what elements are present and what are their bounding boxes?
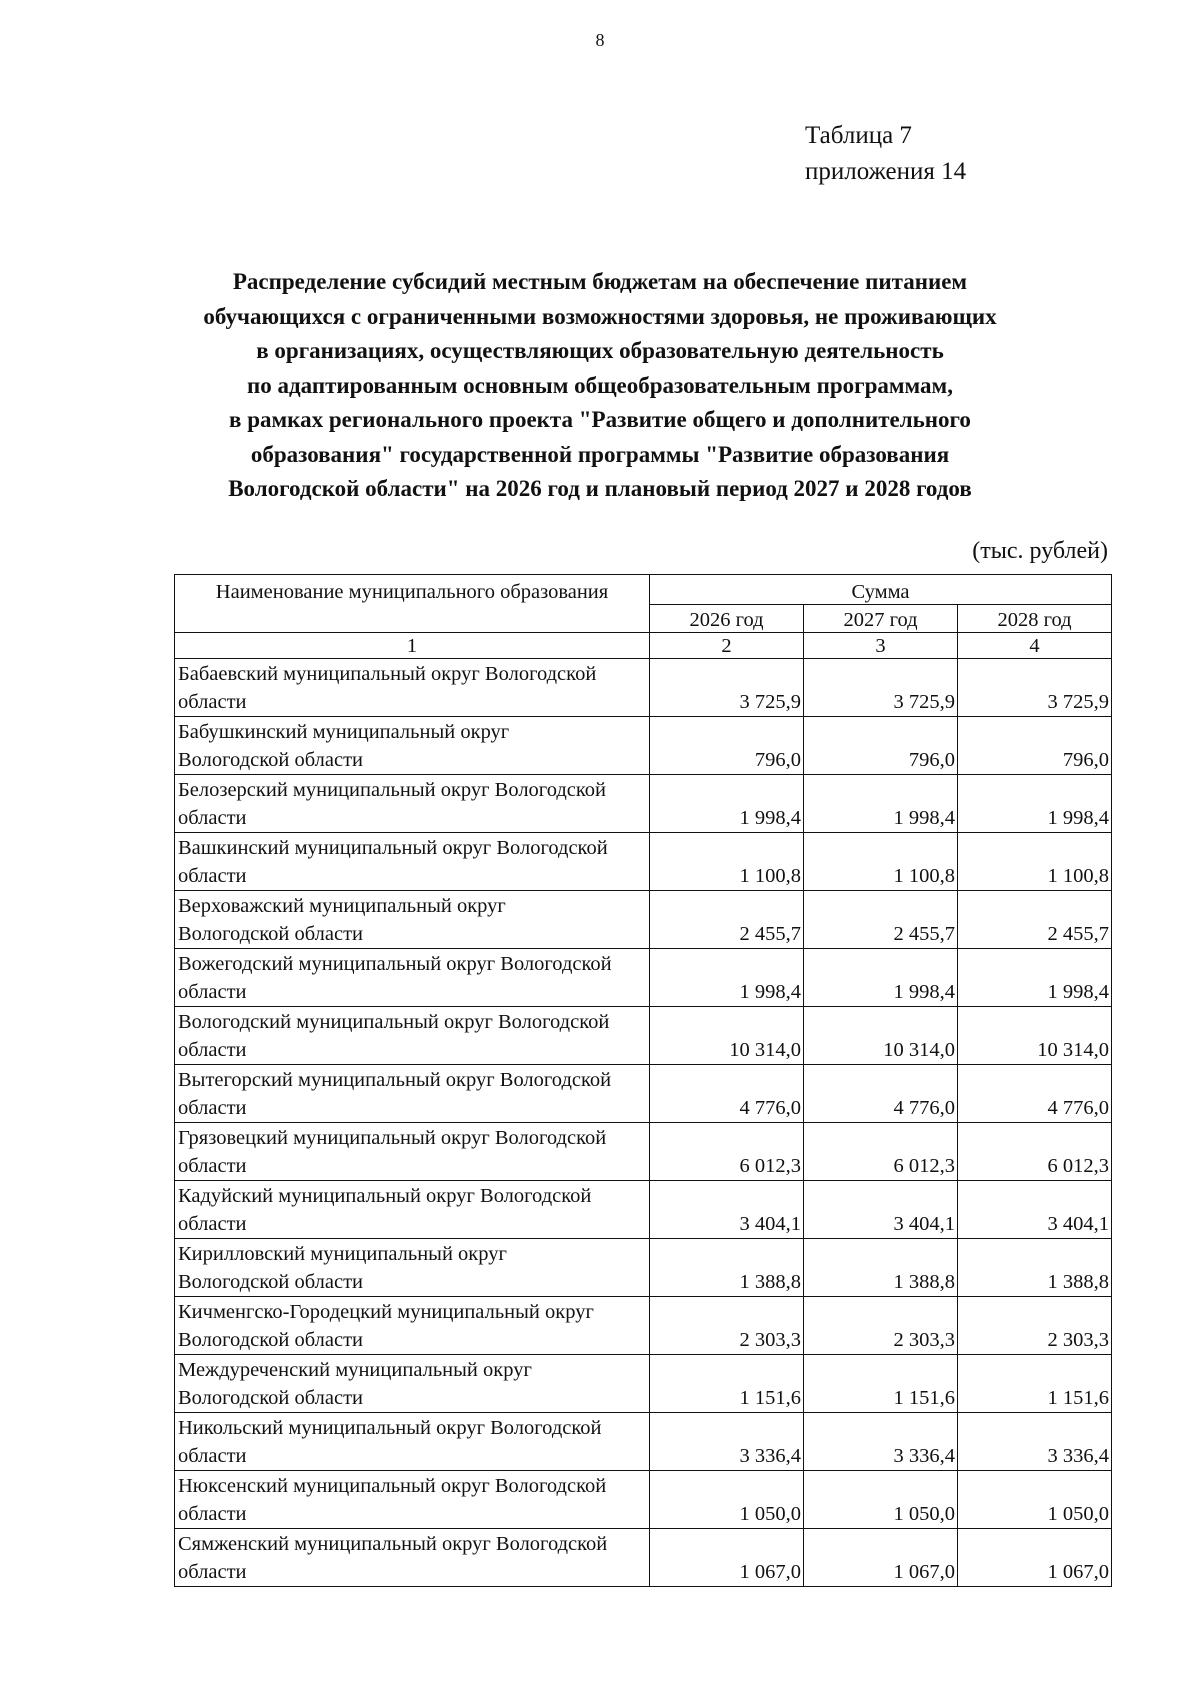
amount-2026: 3 336,4	[650, 1413, 804, 1471]
municipality-name-line2: области	[178, 865, 247, 887]
amount-2028: 796,0	[958, 717, 1112, 775]
municipality-name-line1: Вожегодский муниципальный округ Вологодской	[178, 953, 612, 975]
column-number: 2	[650, 633, 804, 659]
title-line: в организациях, осуществляющих образовательную деятельность	[256, 338, 944, 363]
amount-2027: 10 314,0	[804, 1007, 958, 1065]
table-row	[175, 1007, 1112, 1065]
municipality-name	[175, 891, 650, 949]
amount-2026: 1 998,4	[650, 949, 804, 1007]
table-row	[175, 1239, 1112, 1297]
municipality-name-line2: Вологодской области	[178, 923, 364, 945]
municipality-name	[175, 1529, 650, 1587]
municipality-name	[175, 1123, 650, 1181]
municipality-name-line2: Вологодской области	[178, 749, 364, 771]
table-row	[175, 949, 1112, 1007]
amount-2027: 2 303,3	[804, 1297, 958, 1355]
document-title	[150, 265, 1050, 507]
table-row	[175, 1471, 1112, 1529]
municipality-name-line2: области	[178, 981, 247, 1003]
municipality-name-line1: Грязовецкий муниципальный округ Вологодской	[178, 1127, 607, 1149]
table-row	[175, 1355, 1112, 1413]
amount-2028: 1 100,8	[958, 833, 1112, 891]
column-number: 1	[175, 633, 650, 659]
header-year-2027: 2027 год	[804, 605, 958, 633]
column-number: 3	[804, 633, 958, 659]
municipality-name-line1: Вашкинский муниципальный округ Вологодской	[178, 837, 608, 859]
amount-2028: 6 012,3	[958, 1123, 1112, 1181]
municipality-name-line2: области	[178, 1561, 247, 1583]
amount-2026: 1 998,4	[650, 775, 804, 833]
municipality-name	[175, 1065, 650, 1123]
municipality-name-line2: Вологодской области	[178, 1271, 364, 1293]
municipality-name-line1: Кадуйский муниципальный округ Вологодской	[178, 1185, 592, 1207]
title-line: Вологодской области" на 2026 год и плановый период 2027 и 2028 годов	[228, 476, 972, 501]
municipality-name-line2: области	[178, 1155, 247, 1177]
units-label: (тыс. рублей)	[972, 538, 1108, 564]
amount-2026: 2 303,3	[650, 1297, 804, 1355]
amount-2028: 1 067,0	[958, 1529, 1112, 1587]
amount-2026: 1 050,0	[650, 1471, 804, 1529]
amount-2027: 6 012,3	[804, 1123, 958, 1181]
municipality-name	[175, 659, 650, 717]
amount-2028: 3 725,9	[958, 659, 1112, 717]
municipality-name-line2: области	[178, 691, 247, 713]
amount-2026: 1 151,6	[650, 1355, 804, 1413]
amount-2026: 1 100,8	[650, 833, 804, 891]
amount-2027: 1 100,8	[804, 833, 958, 891]
table-row	[175, 659, 1112, 717]
table-row	[175, 1529, 1112, 1587]
title-line: обучающихся с ограниченными возможностями здоровья, не проживающих	[203, 303, 997, 329]
municipality-name-line1: Верховажский муниципальный округ	[178, 895, 506, 917]
amount-2026: 796,0	[650, 717, 804, 775]
municipality-name-line1: Бабаевский муниципальный округ Вологодской	[178, 663, 597, 685]
municipality-name	[175, 1007, 650, 1065]
amount-2027: 3 404,1	[804, 1181, 958, 1239]
municipality-name	[175, 1471, 650, 1529]
municipality-name-line1: Нюксенский муниципальный округ Вологодской	[178, 1475, 607, 1497]
amount-2027: 1 151,6	[804, 1355, 958, 1413]
municipality-name	[175, 1297, 650, 1355]
table-reference-line2: приложения 14	[805, 158, 967, 185]
municipality-name	[175, 1181, 650, 1239]
table-row	[175, 891, 1112, 949]
table-reference	[805, 118, 966, 190]
municipality-name-line2: области	[178, 1039, 247, 1061]
municipality-name-line2: области	[178, 1097, 247, 1119]
amount-2028: 1 151,6	[958, 1355, 1112, 1413]
table-row	[175, 1065, 1112, 1123]
municipality-name	[175, 833, 650, 891]
column-number: 4	[958, 633, 1112, 659]
amount-2028: 1 050,0	[958, 1471, 1112, 1529]
municipality-name-line2: области	[178, 1445, 247, 1467]
amount-2027: 4 776,0	[804, 1065, 958, 1123]
amount-2028: 1 388,8	[958, 1239, 1112, 1297]
municipality-name	[175, 1355, 650, 1413]
table-row	[175, 1123, 1112, 1181]
municipality-name-line1: Никольский муниципальный округ Вологодской	[178, 1417, 602, 1439]
amount-2028: 2 303,3	[958, 1297, 1112, 1355]
page-number: 8	[595, 30, 605, 50]
municipality-name-line1: Кичменгско-Городецкий муниципальный округ	[178, 1301, 594, 1323]
municipality-name-line1: Вологодский муниципальный округ Вологодской	[178, 1011, 610, 1033]
amount-2028: 4 776,0	[958, 1065, 1112, 1123]
amount-2027: 1 388,8	[804, 1239, 958, 1297]
amount-2027: 1 998,4	[804, 949, 958, 1007]
table-row	[175, 833, 1112, 891]
amount-2026: 2 455,7	[650, 891, 804, 949]
municipality-name-line2: Вологодской области	[178, 1329, 364, 1351]
table-row	[175, 1297, 1112, 1355]
municipality-name-line1: Белозерский муниципальный округ Вологодской	[178, 779, 607, 801]
amount-2028: 10 314,0	[958, 1007, 1112, 1065]
header-sum: Сумма	[650, 575, 1112, 605]
municipality-name	[175, 1239, 650, 1297]
table-reference-line1: Таблица 7	[805, 122, 912, 149]
amount-2027: 796,0	[804, 717, 958, 775]
header-municipality-name: Наименование муниципального образования	[175, 575, 650, 633]
amount-2027: 3 725,9	[804, 659, 958, 717]
table-row	[175, 1413, 1112, 1471]
amount-2028: 3 336,4	[958, 1413, 1112, 1471]
table-row	[175, 1181, 1112, 1239]
table-row	[175, 717, 1112, 775]
municipality-name-line1: Междуреченский муниципальный округ	[178, 1359, 532, 1381]
municipality-name-line2: области	[178, 1213, 247, 1235]
amount-2026: 10 314,0	[650, 1007, 804, 1065]
amount-2027: 2 455,7	[804, 891, 958, 949]
amount-2028: 3 404,1	[958, 1181, 1112, 1239]
header-row	[175, 575, 1112, 605]
column-numbers-row	[175, 633, 1112, 659]
municipality-name	[175, 775, 650, 833]
amount-2027: 1 067,0	[804, 1529, 958, 1587]
amount-2026: 6 012,3	[650, 1123, 804, 1181]
amount-2028: 1 998,4	[958, 949, 1112, 1007]
amount-2026: 1 388,8	[650, 1239, 804, 1297]
table-row	[175, 775, 1112, 833]
municipality-name-line1: Сямженский муниципальный округ Вологодской	[178, 1533, 608, 1555]
amount-2026: 4 776,0	[650, 1065, 804, 1123]
amount-2028: 2 455,7	[958, 891, 1112, 949]
subsidy-table	[174, 574, 1112, 1587]
amount-2026: 3 404,1	[650, 1181, 804, 1239]
amount-2027: 1 998,4	[804, 775, 958, 833]
municipality-name	[175, 949, 650, 1007]
amount-2028: 1 998,4	[958, 775, 1112, 833]
amount-2027: 1 050,0	[804, 1471, 958, 1529]
municipality-name-line1: Вытегорский муниципальный округ Вологодской	[178, 1069, 612, 1091]
amount-2026: 3 725,9	[650, 659, 804, 717]
municipality-name-line1: Бабушкинский муниципальный округ	[178, 721, 510, 743]
municipality-name-line1: Кирилловский муниципальный округ	[178, 1243, 507, 1265]
title-line: Распределение субсидий местным бюджетам на обеспечение питанием	[232, 269, 968, 294]
title-line: в рамках регионального проекта "Развитие общего и дополнительного	[229, 407, 971, 432]
title-line: по адаптированным основным общеобразовательным программам,	[247, 372, 953, 398]
municipality-name	[175, 717, 650, 775]
municipality-name	[175, 1413, 650, 1471]
municipality-name-line2: области	[178, 807, 247, 829]
header-year-2026: 2026 год	[650, 605, 804, 633]
amount-2027: 3 336,4	[804, 1413, 958, 1471]
municipality-name-line2: области	[178, 1503, 247, 1525]
municipality-name-line2: Вологодской области	[178, 1387, 364, 1409]
title-line: образования" государственной программы "Развитие образования	[250, 441, 950, 467]
header-year-2028: 2028 год	[958, 605, 1112, 633]
amount-2026: 1 067,0	[650, 1529, 804, 1587]
